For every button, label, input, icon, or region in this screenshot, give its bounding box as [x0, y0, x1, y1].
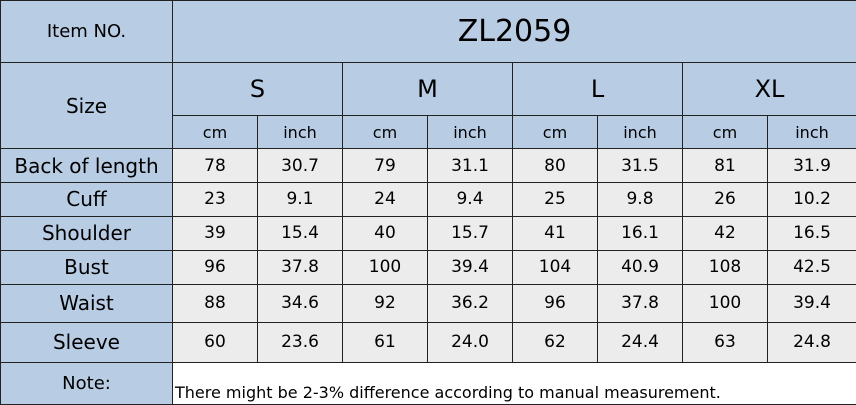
cell-value: 15.4	[258, 216, 343, 250]
cell-value: 9.1	[258, 183, 343, 216]
cell-value: 10.2	[768, 183, 856, 216]
note-label: Note:	[1, 362, 173, 404]
table-row	[1, 183, 856, 216]
size-s-header: S	[173, 63, 343, 116]
table-row	[1, 250, 856, 284]
cell-value: 40	[343, 216, 428, 250]
note-text: There might be 2-3% difference according to manual measurement.	[173, 362, 856, 404]
unit-cm-header: cm	[173, 116, 258, 149]
row-label: Waist	[1, 284, 173, 322]
cell-value: 81	[683, 149, 768, 183]
cell-value: 42.5	[768, 250, 856, 284]
cell-value: 25	[513, 183, 598, 216]
cell-value: 30.7	[258, 149, 343, 183]
cell-value: 96	[513, 284, 598, 322]
item-number: ZL2059	[173, 1, 856, 63]
cell-value: 96	[173, 250, 258, 284]
unit-cm-header: cm	[683, 116, 768, 149]
row-label: Sleeve	[1, 322, 173, 362]
table-row	[1, 322, 856, 362]
cell-value: 37.8	[598, 284, 683, 322]
cell-value: 23	[173, 183, 258, 216]
size-xl-header: XL	[683, 63, 856, 116]
cell-value: 36.2	[428, 284, 513, 322]
row-label: Cuff	[1, 183, 173, 216]
row-label: Back of length	[1, 149, 173, 183]
cell-value: 23.6	[258, 322, 343, 362]
cell-value: 24.4	[598, 322, 683, 362]
cell-value: 78	[173, 149, 258, 183]
row-label: Bust	[1, 250, 173, 284]
cell-value: 41	[513, 216, 598, 250]
unit-inch-header: inch	[428, 116, 513, 149]
size-l-header: L	[513, 63, 683, 116]
cell-value: 16.5	[768, 216, 856, 250]
cell-value: 37.8	[258, 250, 343, 284]
cell-value: 104	[513, 250, 598, 284]
cell-value: 100	[683, 284, 768, 322]
cell-value: 26	[683, 183, 768, 216]
cell-value: 31.9	[768, 149, 856, 183]
cell-value: 108	[683, 250, 768, 284]
cell-value: 60	[173, 322, 258, 362]
cell-value: 39	[173, 216, 258, 250]
cell-value: 40.9	[598, 250, 683, 284]
unit-inch-header: inch	[768, 116, 856, 149]
cell-value: 61	[343, 322, 428, 362]
table-row	[1, 149, 856, 183]
table-row	[1, 284, 856, 322]
unit-cm-header: cm	[343, 116, 428, 149]
cell-value: 31.1	[428, 149, 513, 183]
cell-value: 79	[343, 149, 428, 183]
cell-value: 62	[513, 322, 598, 362]
cell-value: 100	[343, 250, 428, 284]
cell-value: 34.6	[258, 284, 343, 322]
cell-value: 31.5	[598, 149, 683, 183]
cell-value: 24.8	[768, 322, 856, 362]
cell-value: 16.1	[598, 216, 683, 250]
cell-value: 88	[173, 284, 258, 322]
note-row	[1, 362, 856, 404]
cell-value: 15.7	[428, 216, 513, 250]
unit-inch-header: inch	[258, 116, 343, 149]
cell-value: 24	[343, 183, 428, 216]
size-m-header: M	[343, 63, 513, 116]
cell-value: 92	[343, 284, 428, 322]
cell-value: 80	[513, 149, 598, 183]
unit-inch-header: inch	[598, 116, 683, 149]
cell-value: 24.0	[428, 322, 513, 362]
cell-value: 9.4	[428, 183, 513, 216]
cell-value: 39.4	[768, 284, 856, 322]
table-row	[1, 216, 856, 250]
item-label: Item NO.	[1, 1, 173, 63]
cell-value: 42	[683, 216, 768, 250]
unit-cm-header: cm	[513, 116, 598, 149]
item-number-row	[1, 1, 856, 63]
row-label: Shoulder	[1, 216, 173, 250]
size-header-row	[1, 63, 856, 116]
cell-value: 63	[683, 322, 768, 362]
cell-value: 9.8	[598, 183, 683, 216]
cell-value: 39.4	[428, 250, 513, 284]
size-label: Size	[1, 63, 173, 149]
